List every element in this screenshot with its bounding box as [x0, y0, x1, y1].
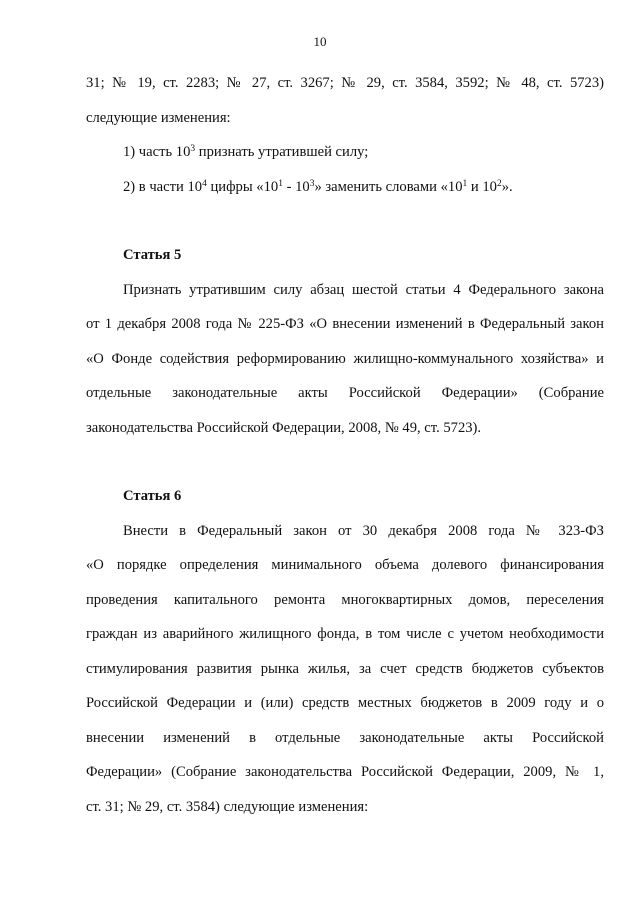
superscript: 1: [462, 178, 468, 189]
article-5-line: Признать утратившим силу абзац шестой статьи 4 Федерального закона: [123, 281, 604, 298]
list-item-text: » заменить словами «10: [314, 178, 463, 195]
article-6-line: ст. 31; № 29, ст. 3584) следующие изменения:: [86, 798, 369, 815]
list-item: [86, 170, 604, 205]
article-6-line: «О порядке определения минимального объема долевого финансирования: [86, 557, 604, 573]
list-item-text: цифры «10: [206, 178, 279, 195]
list-item-text: 1) часть 10: [123, 144, 191, 160]
list-item-text: ».: [501, 178, 513, 195]
list-item-text: - 10: [282, 178, 310, 195]
list-item-text: 2) в части 10: [123, 178, 203, 195]
article-6-heading: Статья 6: [123, 488, 182, 504]
list-item: [86, 135, 604, 170]
article-6-line: внесении изменений в отдельные законодательные акты Российской: [86, 729, 604, 746]
superscript: 4: [202, 178, 207, 189]
article-6-line: стимулирования развития рынка жилья, за счет средств бюджетов субъектов: [86, 660, 604, 677]
superscript: 2: [496, 178, 502, 189]
article-6-line: Федерации» (Собрание законодательства Российской Федерации, 2009, № 1,: [86, 764, 604, 780]
article-5-line: отдельные законодательные акты Российской Федерации» (Собрание: [86, 385, 604, 401]
article-5-line: «О Фонде содействия реформированию жилищно-коммунального хозяйства» и: [86, 350, 604, 367]
article-5-line: законодательства Российской Федерации, 2008, № 49, ст. 5723).: [86, 419, 482, 436]
list-item-text: признать утратившей силу;: [195, 144, 369, 160]
continuation-line: следующие изменения:: [86, 109, 231, 126]
article-5-heading: Статья 5: [123, 247, 182, 263]
page-number: 10: [313, 34, 327, 49]
superscript: 3: [309, 178, 315, 189]
superscript: 1: [278, 178, 283, 189]
continuation-line: 31; № 19, ст. 2283; № 27, ст. 3267; № 29, ст. 3584, 3592; № 48, ст. 5723): [86, 75, 604, 91]
list-item-text: и 10: [467, 178, 497, 195]
article-5-line: от 1 декабря 2008 года № 225-ФЗ «О внесении изменений в Федеральный закон: [86, 316, 604, 332]
article-6-line: проведения капитального ремонта многоквартирных домов, переселения: [86, 591, 604, 608]
superscript: 3: [190, 144, 196, 154]
article-6-line: Внести в Федеральный закон от 30 декабря 2008 года № 323-ФЗ: [123, 522, 604, 539]
article-6-line: граждан из аварийного жилищного фонда, в том числе с учетом необходимости: [86, 626, 604, 642]
article-6-line: Российской Федерации и (или) средств местных бюджетов в 2009 году и о: [86, 695, 604, 711]
document-body: [86, 66, 604, 824]
